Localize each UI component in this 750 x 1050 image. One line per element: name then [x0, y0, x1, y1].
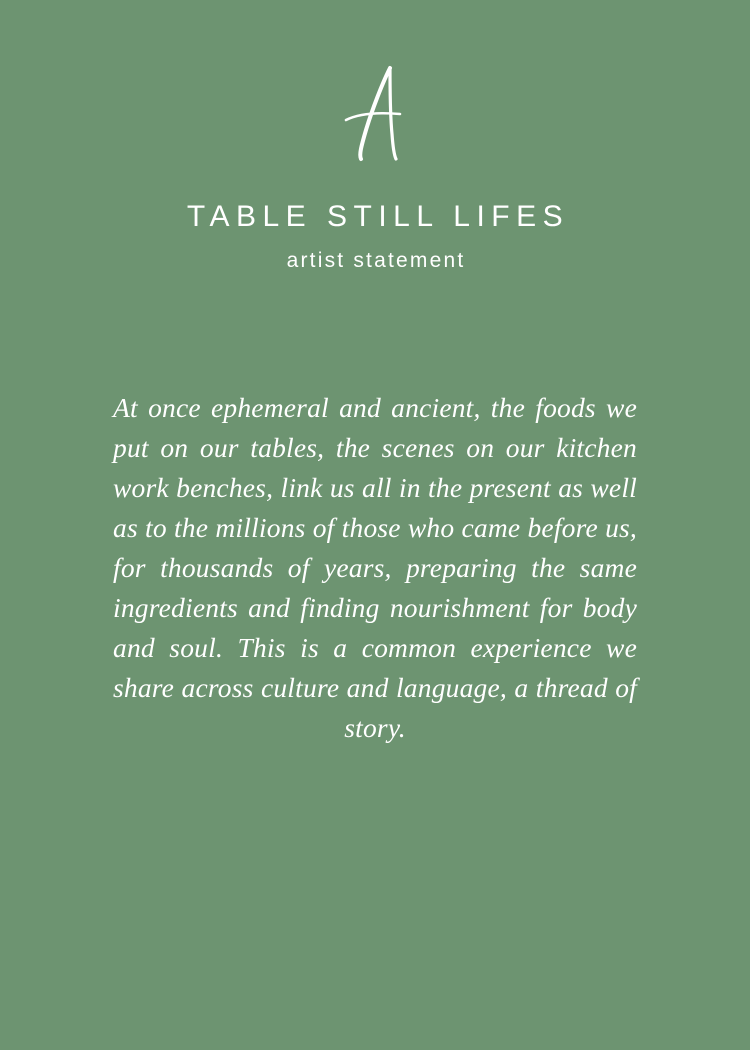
- page-subtitle: artist statement: [286, 249, 466, 272]
- artist-statement-text: At once ephemeral and ancient, the foods we put on our tables, the scenes on our kitchen work benches, link us all in the present as well as to the millions of those who came before us, for thousands of years, preparing the same ingredients and finding nourishment for body and soul. This is a common experience we share across culture and language, a thread of story.: [113, 392, 637, 743]
- page-title: TABLE STILL LIFES: [186, 200, 570, 233]
- title-block: [0, 200, 750, 272]
- script-letter-a-icon: [320, 58, 430, 168]
- monogram-logo: [0, 58, 750, 178]
